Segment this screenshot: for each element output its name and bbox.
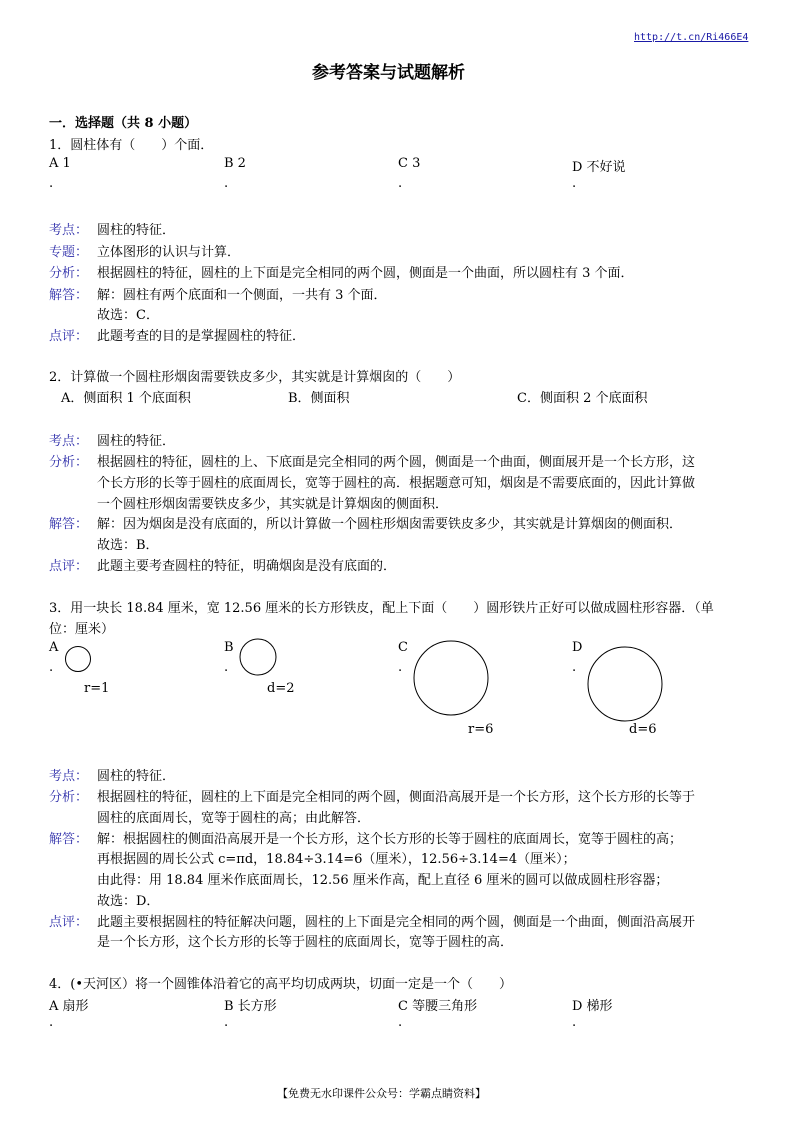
q1-dianping-label: 点评： <box>49 329 89 344</box>
q1-option-d[interactable]: D 不好说 <box>572 160 626 175</box>
q3-dot-d: . <box>572 660 577 675</box>
q4-dot-b: . <box>224 1015 229 1030</box>
q3-label-r6: r=6 <box>468 722 494 737</box>
q1-zhuanti: 立体图形的认识与计算． <box>97 245 241 260</box>
q2-option-c[interactable]: C．侧面积 2 个底面积 <box>517 391 648 406</box>
q4-dot-c: . <box>398 1015 403 1030</box>
q3-option-a[interactable]: A <box>49 640 59 655</box>
q3-jieda-line-4: 故选：D． <box>97 894 160 909</box>
q2-dianping-label: 点评： <box>49 559 89 574</box>
q1-fenxi: 根据圆柱的特征，圆柱的上下面是完全相同的两个圆，侧面是一个曲面，所以圆柱有 3 个面． <box>97 266 634 281</box>
q3-label-r1: r=1 <box>84 681 110 696</box>
q1-option-c[interactable]: C 3 <box>398 156 421 171</box>
circle-d2-figure <box>237 636 279 678</box>
q3-option-d[interactable]: D <box>572 640 583 655</box>
q3-dot-c: . <box>398 660 403 675</box>
q3-dianping-label: 点评： <box>49 915 89 930</box>
q2-option-b[interactable]: B．侧面积 <box>288 391 350 406</box>
circle-r6-figure <box>412 639 490 717</box>
section-heading: 一．选择题（共 8 小题） <box>49 116 198 131</box>
q1-fenxi-label: 分析： <box>49 266 89 281</box>
circle-b <box>240 639 276 675</box>
q1-dot-a: . <box>49 176 54 191</box>
q3-dot-b: . <box>224 660 229 675</box>
q3-fenxi-line-2: 圆柱的底面周长，宽等于圆柱的高；由此解答． <box>97 811 371 826</box>
header-url-link[interactable]: http://t.cn/Ri466E4 <box>634 32 749 43</box>
circle-c <box>414 641 488 715</box>
circle-d <box>588 647 662 721</box>
q1-kaodian-label: 考点： <box>49 223 89 238</box>
q3-label-d6: d=6 <box>629 722 657 737</box>
circle-a <box>66 647 91 672</box>
q3-jieda-line-3: 由此得：用 18.84 厘米作底面周长，12.56 厘米作高，配上直径 6 厘米的圆可以做成圆柱形容器； <box>97 873 669 888</box>
q2-fenxi-line-3: 一个圆柱形烟囱需要铁皮多少，其实就是计算烟囱的侧面积． <box>97 497 449 512</box>
q3-label-d2: d=2 <box>267 681 295 696</box>
circle-r1-figure <box>63 644 93 674</box>
q2-option-a[interactable]: A．侧面积 1 个底面积 <box>61 391 191 406</box>
q2-fenxi-line-2: 个长方形的长等于圆柱的底面周长，宽等于圆柱的高．根据题意可知，烟囱是不需要底面的，因此计算做 <box>97 476 696 491</box>
q4-dot-d: . <box>572 1015 577 1030</box>
page-title: 参考答案与试题解析 <box>312 63 465 83</box>
q2-stem: 2．计算做一个圆柱形烟囱需要铁皮多少，其实就是计算烟囱的（ ） <box>49 370 461 385</box>
q1-option-a[interactable]: A 1 <box>49 156 71 171</box>
q2-dianping: 此题主要考查圆柱的特征，明确烟囱是没有底面的． <box>97 559 397 574</box>
q3-option-b[interactable]: B <box>224 640 234 655</box>
q1-kaodian: 圆柱的特征． <box>97 223 176 238</box>
q4-option-b[interactable]: B 长方形 <box>224 999 277 1014</box>
q2-jieda-line-2: 故选：B． <box>97 538 159 553</box>
q2-kaodian-label: 考点： <box>49 434 89 449</box>
q4-dot-a: . <box>49 1015 54 1030</box>
q1-dot-d: . <box>572 176 577 191</box>
q2-jieda-line-1: 解：因为烟囱是没有底面的，所以计算做一个圆柱形烟囱需要铁皮多少，其实就是计算烟囱的侧面积． <box>97 517 683 532</box>
q1-stem: 1．圆柱体有（ ）个面． <box>49 138 214 153</box>
q1-option-b[interactable]: B 2 <box>224 156 246 171</box>
q3-dianping-line-1: 此题主要根据圆柱的特征解决问题，圆柱的上下面是完全相同的两个圆，侧面是一个曲面，侧面沿高展开 <box>97 915 696 930</box>
q4-option-a[interactable]: A 扇形 <box>49 999 89 1014</box>
q3-stem-line-1: 3．用一块长 18.84 厘米，宽 12.56 厘米的长方形铁皮，配上下面（ ）圆形铁片正好可以做成圆柱形容器．（单 <box>49 601 714 616</box>
q3-dot-a: . <box>49 660 54 675</box>
q3-option-c[interactable]: C <box>398 640 408 655</box>
q1-dianping: 此题考查的目的是掌握圆柱的特征． <box>97 329 306 344</box>
q2-kaodian: 圆柱的特征． <box>97 434 176 449</box>
q3-jieda-line-2: 再根据圆的周长公式 c=πd，18.84÷3.14=6（厘米），12.56÷3.14=4（厘米）； <box>97 852 576 867</box>
q3-kaodian-label: 考点： <box>49 769 89 784</box>
q1-dot-b: . <box>224 176 229 191</box>
q4-option-c[interactable]: C 等腰三角形 <box>398 999 478 1014</box>
q1-jieda-line-2: 故选：C． <box>97 308 159 323</box>
q4-option-d[interactable]: D 梯形 <box>572 999 613 1014</box>
q3-fenxi-label: 分析： <box>49 790 89 805</box>
q3-fenxi-line-1: 根据圆柱的特征，圆柱的上下面是完全相同的两个圆，侧面沿高展开是一个长方形，这个长方形的长等于 <box>97 790 696 805</box>
q1-jieda-label: 解答： <box>49 288 89 303</box>
q1-dot-c: . <box>398 176 403 191</box>
q1-zhuanti-label: 专题： <box>49 245 89 260</box>
q2-jieda-label: 解答： <box>49 517 89 532</box>
circle-d6-figure <box>586 645 666 725</box>
q2-fenxi-line-1: 根据圆柱的特征，圆柱的上、下底面是完全相同的两个圆，侧面是一个曲面，侧面展开是一个长方形，这 <box>97 455 696 470</box>
q3-kaodian: 圆柱的特征． <box>97 769 176 784</box>
q4-stem: 4．(•天河区）将一个圆锥体沿着它的高平均切成两块，切面一定是一个（ ） <box>49 977 513 992</box>
q3-jieda-line-1: 解：根据圆柱的侧面沿高展开是一个长方形，这个长方形的长等于圆柱的底面周长，宽等于圆柱的高； <box>97 832 683 847</box>
q3-stem-line-2: 位：厘米） <box>49 622 115 637</box>
q1-jieda-line-1: 解：圆柱有两个底面和一个侧面，一共有 3 个面． <box>97 288 387 303</box>
q2-fenxi-label: 分析： <box>49 455 89 470</box>
footer-note: 【免费无水印课件公众号：学霸点睛资料】 <box>277 1087 486 1100</box>
q3-jieda-label: 解答： <box>49 832 89 847</box>
q3-dianping-line-2: 是一个长方形，这个长方形的长等于圆柱的底面周长，宽等于圆柱的高． <box>97 935 514 950</box>
